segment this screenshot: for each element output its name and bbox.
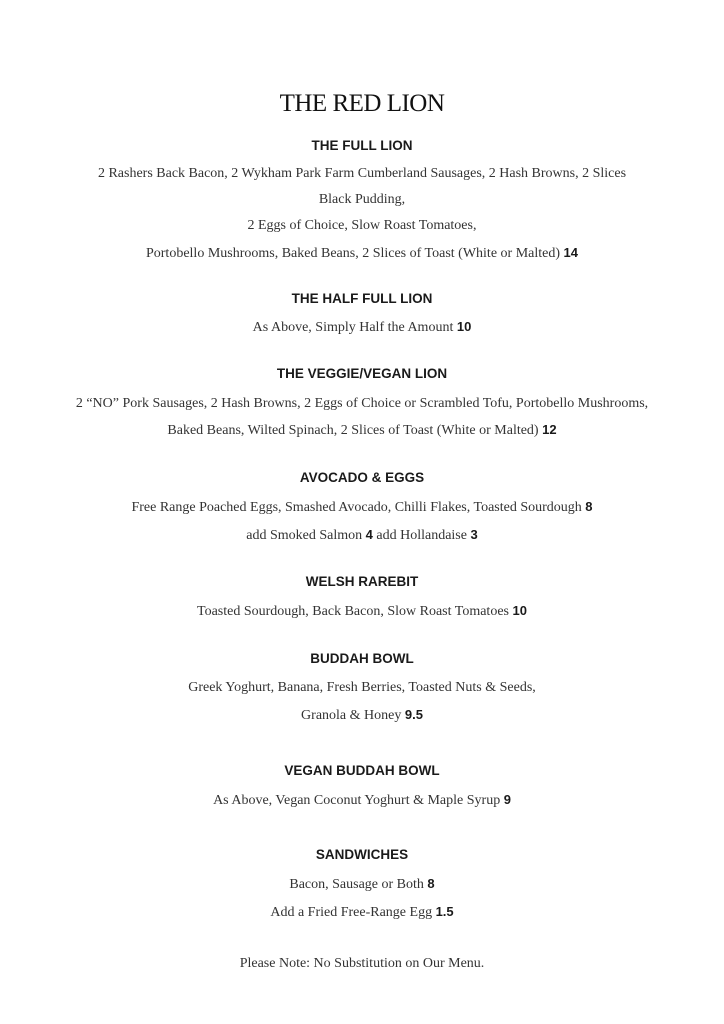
section-heading: BUDDAH BOWL [310,651,414,666]
item-description [0,394,724,414]
description-text: Granola & Honey [301,708,405,723]
section-heading: THE VEGGIE/VEGAN LION [276,366,448,381]
description-text: 2 “NO” Pork Sausages, 2 Hash Browns, 2 Eggs of Choice or Scrambled Tofu, Portobello Mushrooms, [75,396,649,411]
section-heading: THE FULL LION [311,138,413,153]
item-description [0,420,724,441]
item-description [0,164,724,184]
description-text: Add a Fried Free-Range Egg [270,905,436,920]
price: 9.5 [404,707,423,722]
price: 14 [563,245,578,260]
description-text: 2 Rashers Back Bacon, 2 Wykham Park Farm Cumberland Sausages, 2 Hash Browns, 2 Slices [97,166,627,181]
item-description [0,601,724,622]
price: 3 [470,527,478,542]
description-text: add Hollandaise [372,528,471,543]
price: 9 [503,792,511,807]
item-description [0,790,724,811]
section-heading: AVOCADO & EGGS [299,470,425,485]
section-heading: VEGAN BUDDAH BOWL [284,763,440,778]
section-heading: THE HALF FULL LION [291,291,433,306]
description-text: 2 Eggs of Choice, Slow Roast Tomatoes, [247,218,477,233]
description-text: Greek Yoghurt, Banana, Fresh Berries, Toasted Nuts & Seeds, [188,680,536,695]
menu-note: Please Note: No Substitution on Our Menu. [239,956,485,971]
price: 1.5 [435,904,454,919]
item-description [0,678,724,698]
description-text: Free Range Poached Eggs, Smashed Avocado, Chilli Flakes, Toasted Sourdough [131,500,586,515]
item-addons [0,525,724,546]
item-description [0,902,724,923]
item-description [0,317,724,338]
section-heading: SANDWICHES [315,847,409,862]
section-heading: WELSH RAREBIT [305,574,419,589]
price: 8 [427,876,435,891]
item-description [0,190,724,210]
description-text: Bacon, Sausage or Both [289,877,428,892]
restaurant-title: THE RED LION [279,90,445,117]
description-text: Portobello Mushrooms, Baked Beans, 2 Slices of Toast (White or Malted) [145,246,564,261]
price: 12 [542,422,557,437]
price: 4 [365,527,373,542]
item-description [0,705,724,726]
description-text: Baked Beans, Wilted Spinach, 2 Slices of Toast (White or Malted) [167,423,543,438]
item-description [0,497,724,518]
description-text: As Above, Vegan Coconut Yoghurt & Maple Syrup [213,793,504,808]
description-text: Toasted Sourdough, Back Bacon, Slow Roast Tomatoes [197,604,513,619]
description-text: As Above, Simply Half the Amount [252,320,457,335]
price: 10 [512,603,527,618]
item-description [0,216,724,236]
price: 10 [456,319,472,334]
item-description [0,874,724,895]
item-description [0,243,724,264]
price: 8 [585,499,593,514]
description-text: Black Pudding, [318,192,406,207]
description-text: add Smoked Salmon [246,528,366,543]
